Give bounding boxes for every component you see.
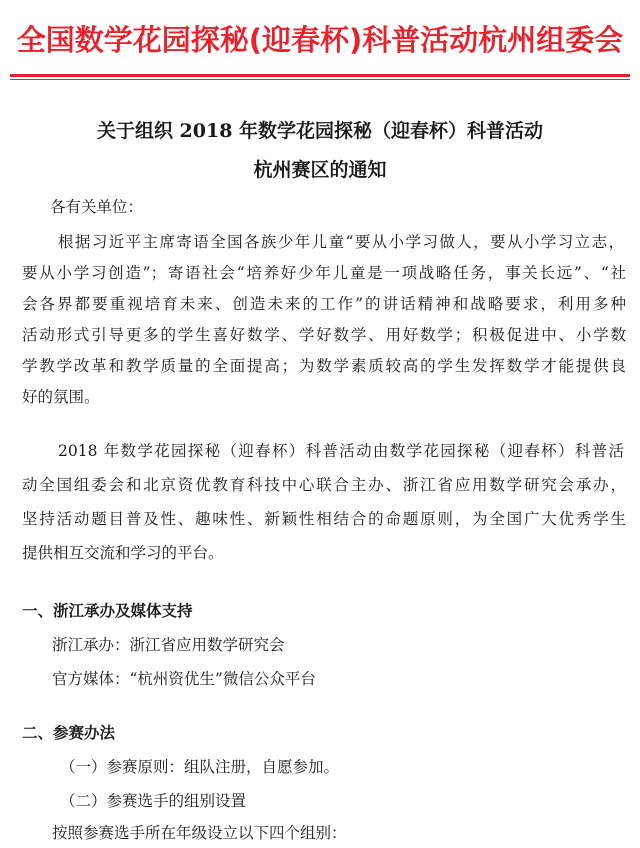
- section2-item-2: （二）参赛选手的组别设置: [60, 792, 247, 810]
- para2-line: 提供相互交流和学习的平台。: [22, 544, 224, 562]
- letterhead-rule-thin: [10, 79, 630, 80]
- letterhead-org-name: 全国数学花园探秘(迎春杯)科普活动杭州组委会: [16, 23, 624, 57]
- notice-title-line-2: 杭州赛区的通知: [253, 159, 387, 181]
- para1-line: 好的氛围。: [22, 388, 100, 406]
- letterhead-rule-thick: [10, 74, 630, 77]
- para1-line: 学教学改革和教学质量的全面提高；为数学素质较高的学生发挥数学才能提供良: [22, 357, 626, 375]
- notice-title-line-1: 关于组织 2018 年数学花园探秘（迎春杯）科普活动: [96, 120, 544, 142]
- para2-line: 动全国组委会和北京资优教育科技中心联合主办、浙江省应用数学研究会承办，: [22, 476, 626, 494]
- para1-line: 要从小学习创造”；寄语社会“培养好少年儿童是一项战略任务，事关长远”、“社: [22, 264, 626, 282]
- salutation: 各有关单位：: [50, 198, 144, 216]
- para1-line: 活动形式引导更多的学生喜好数学、学好数学、用好数学；积极促进中、小学数: [22, 326, 626, 344]
- section1-host: 浙江承办：浙江省应用数学研究会: [52, 636, 285, 654]
- section2-note: 按照参赛选手所在年级设立以下四个组别：: [52, 824, 347, 842]
- para2-line: 2018 年数学花园探秘（迎春杯）科普活动由数学花园探秘（迎春杯）科普活: [58, 442, 624, 460]
- section1-heading: 一、浙江承办及媒体支持: [22, 602, 193, 620]
- section1-media: 官方媒体：“杭州资优生”微信公众平台: [52, 670, 316, 688]
- para1-line: 会各界都要重视培育未来、创造未来的工作”的讲话精神和战略要求，利用多种: [22, 295, 626, 313]
- para2-line: 坚持活动题目普及性、趣味性、新颖性相结合的命题原则，为全国广大优秀学生: [22, 510, 626, 528]
- section2-heading: 二、参赛办法: [22, 724, 116, 742]
- section2-item-1: （一）参赛原则：组队注册，自愿参加。: [60, 758, 340, 776]
- para1-line: 根据习近平主席寄语全国各族少年儿童“要从小学习做人，要从小学习立志，: [58, 233, 624, 251]
